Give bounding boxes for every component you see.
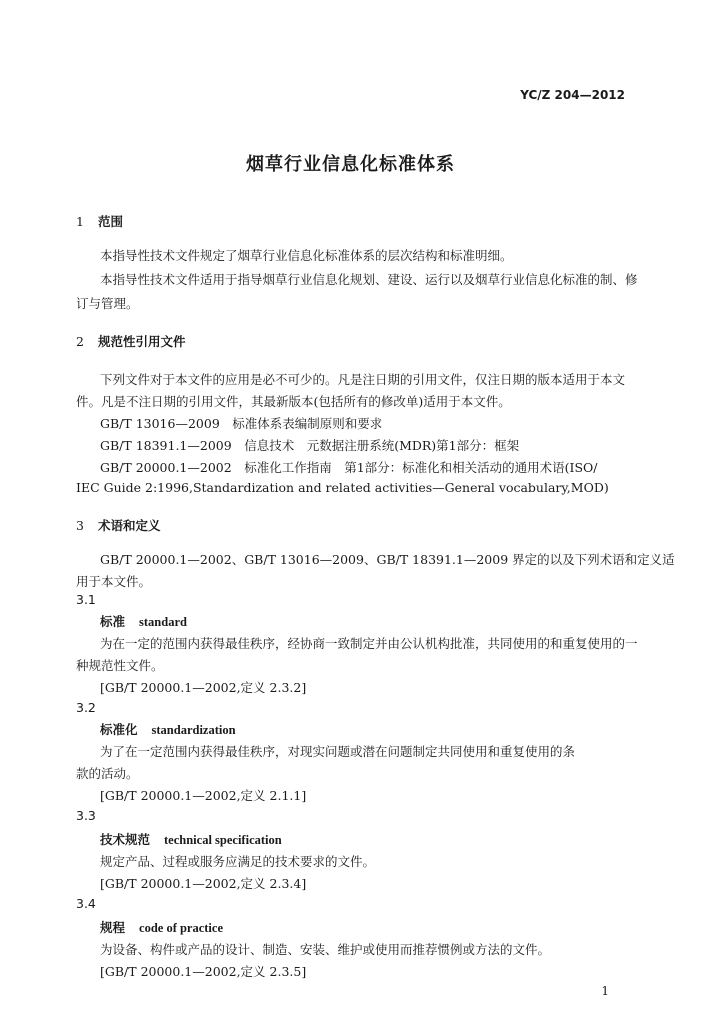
document-code: YC/Z 204—2012: [520, 88, 625, 102]
reference-item-3-line-1: GB/T 20000.1—2002 标准化工作指南 第1部分：标准化和相关活动的通用术语(ISO/: [100, 460, 598, 475]
term-english: standard: [139, 615, 187, 629]
term-source-reference: [GB/T 20000.1—2002,定义 2.3.2]: [100, 680, 307, 695]
section-2-paragraph-line-2: 件。凡是不注日期的引用文件，其最新版本(包括所有的修改单)适用于本文件。: [76, 394, 511, 409]
term-number: 3.1: [76, 592, 96, 607]
term-number: 3.4: [76, 896, 96, 911]
section-1-paragraph-1: 本指导性技术文件规定了烟草行业信息化标准体系的层次结构和标准明细。: [100, 248, 513, 263]
section-title: 规范性引用文件: [98, 334, 186, 349]
term-source-reference: [GB/T 20000.1—2002,定义 2.1.1]: [100, 788, 307, 803]
section-3-intro-line-2: 用于本文件。: [76, 574, 152, 589]
section-3-intro-line-1: GB/T 20000.1—2002、GB/T 13016—2009、GB/T 18391.1—2009 界定的以及下列术语和定义适: [100, 552, 675, 567]
term-chinese: 技术规范: [100, 832, 151, 847]
term-english: code of practice: [139, 921, 224, 935]
page-number: 1: [601, 984, 609, 998]
term-chinese: 规程: [100, 920, 126, 935]
term-chinese: 标准化: [100, 722, 138, 737]
section-1-heading: [76, 212, 123, 230]
term-definition-line-1: 为在一定的范围内获得最佳秩序，经协商一致制定并由公认机构批准，共同使用的和重复使用的一: [100, 636, 638, 651]
term-heading: [100, 612, 187, 630]
section-title: 范围: [98, 214, 124, 229]
reference-item-2: GB/T 18391.1—2009 信息技术 元数据注册系统(MDR)第1部分：框架: [100, 438, 520, 453]
term-definition-line-1: 规定产品、过程或服务应满足的技术要求的文件。: [100, 854, 376, 869]
section-1-paragraph-2-line-2: 订与管理。: [76, 296, 139, 311]
term-definition-line-2: 种规范性文件。: [76, 658, 164, 673]
term-definition-line-2: 款的活动。: [76, 766, 139, 781]
reference-item-3-line-2: IEC Guide 2:1996,Standardization and related activities—General vocabulary,MOD): [76, 480, 609, 495]
term-english: standardization: [151, 723, 236, 737]
term-heading: [100, 720, 236, 738]
section-number: 3: [76, 518, 84, 533]
term-source-reference: [GB/T 20000.1—2002,定义 2.3.5]: [100, 964, 307, 979]
term-definition-line-1: 为了在一定范围内获得最佳秩序，对现实问题或潜在问题制定共同使用和重复使用的条: [100, 744, 576, 759]
term-number: 3.3: [76, 808, 96, 823]
term-definition-line-1: 为设备、构件或产品的设计、制造、安装、维护或使用而推荐惯例或方法的文件。: [100, 942, 551, 957]
section-3-heading: [76, 516, 161, 534]
section-2-heading: [76, 332, 186, 350]
reference-item-1: GB/T 13016—2009 标准体系表编制原则和要求: [100, 416, 383, 431]
section-2-paragraph-line-1: 下列文件对于本文件的应用是必不可少的。凡是注日期的引用文件，仅注日期的版本适用于本文: [100, 372, 626, 387]
section-1-paragraph-2-line-1: 本指导性技术文件适用于指导烟草行业信息化规划、建设、运行以及烟草行业信息化标准的制、修: [100, 272, 638, 287]
term-number: 3.2: [76, 700, 96, 715]
section-number: 2: [76, 334, 84, 349]
term-english: technical specification: [164, 833, 282, 847]
term-source-reference: [GB/T 20000.1—2002,定义 2.3.4]: [100, 876, 307, 891]
document-title: 烟草行业信息化标准体系: [246, 154, 455, 175]
term-heading: [100, 918, 223, 936]
section-title: 术语和定义: [98, 518, 161, 533]
term-heading: [100, 830, 282, 848]
section-number: 1: [76, 214, 84, 229]
term-chinese: 标准: [100, 614, 126, 629]
